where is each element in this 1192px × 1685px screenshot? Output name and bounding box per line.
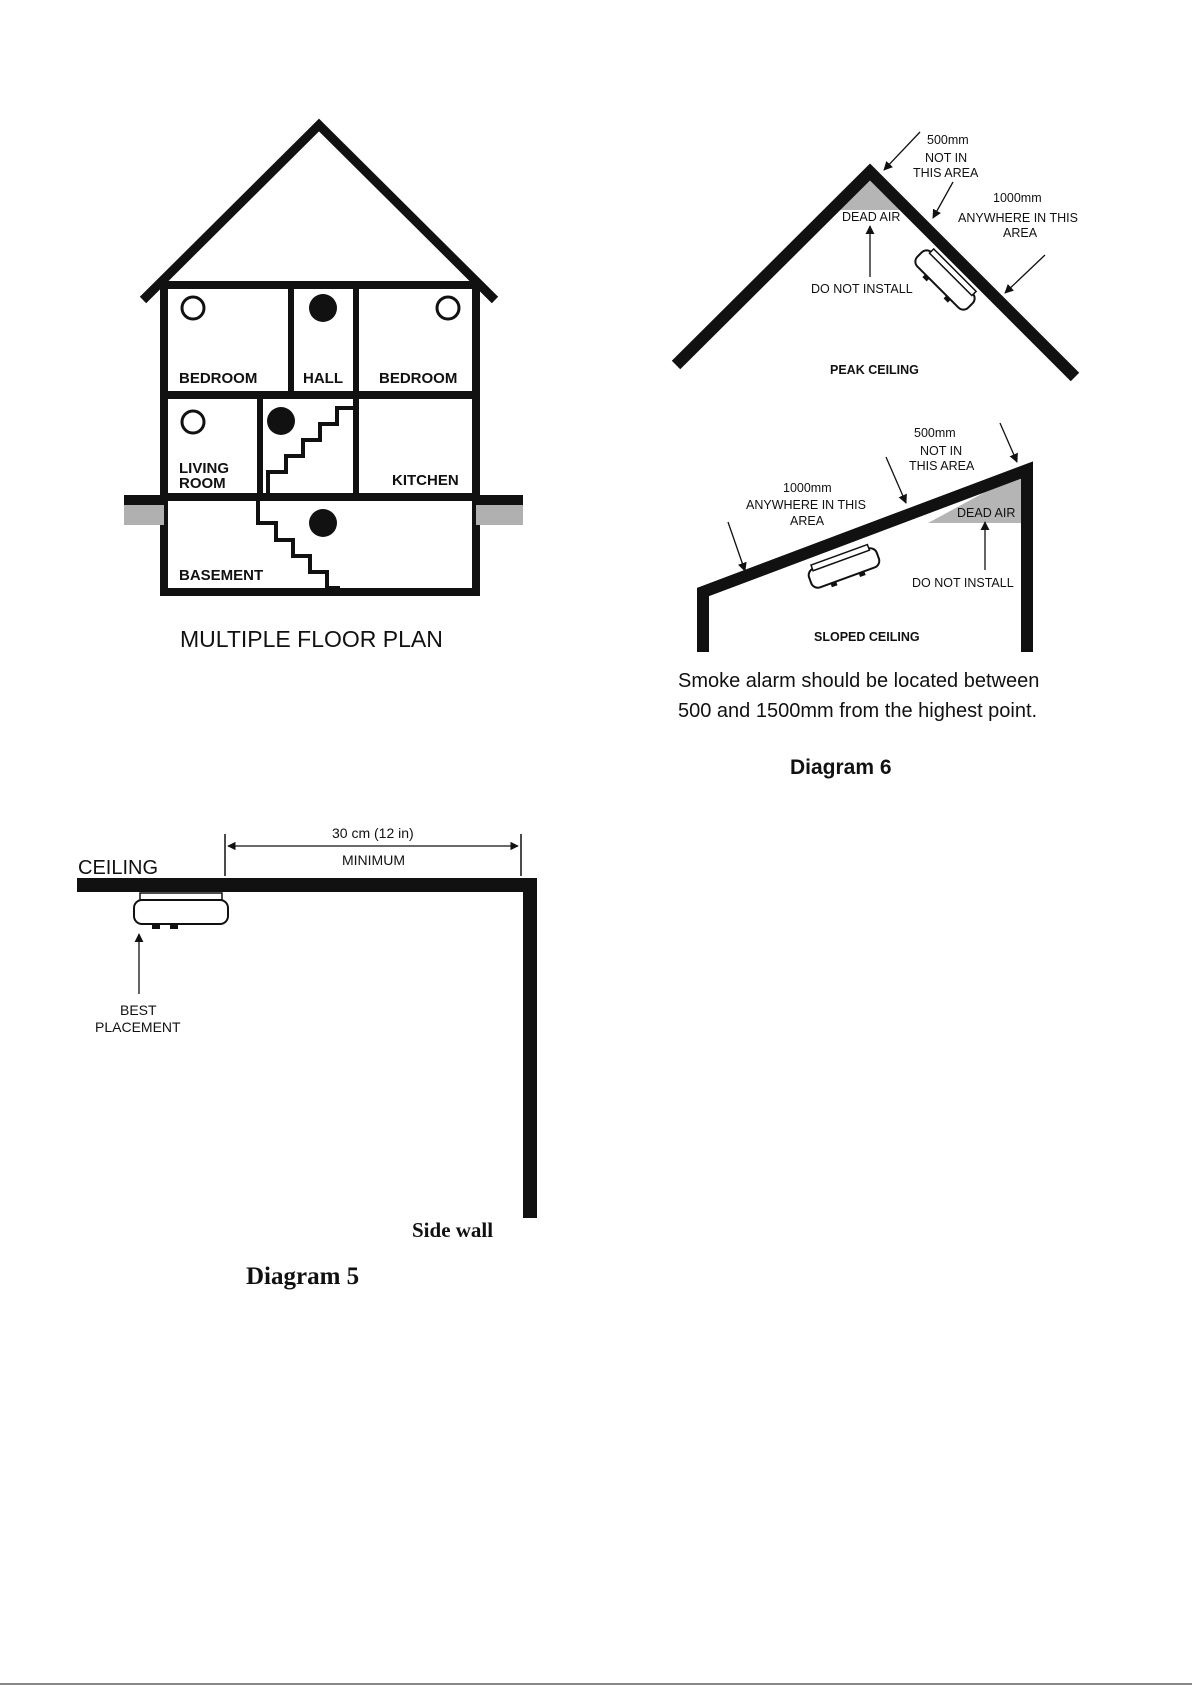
peak-ceiling-diagram: [676, 132, 1078, 377]
peak-do-not-install-label: DO NOT INSTALL: [811, 282, 913, 296]
placement-label: PLACEMENT: [95, 1019, 181, 1035]
ceiling-placement-diagram: [77, 825, 530, 1290]
best-label: BEST: [120, 1002, 157, 1018]
sloped-not-in-2: THIS AREA: [909, 459, 975, 473]
dimension-label: 30 cm (12 in): [332, 825, 414, 841]
house-roof: [143, 125, 495, 300]
sloped-ceiling-title: SLOPED CEILING: [814, 630, 920, 644]
peak-1000-label: 1000mm: [993, 191, 1042, 205]
peak-not-in-2: THIS AREA: [913, 166, 979, 180]
room-label-bedroom-left: BEDROOM: [179, 370, 258, 387]
peak-500-arrow: [884, 132, 920, 170]
sloped-anywhere-2: AREA: [790, 514, 825, 528]
sloped-anywhere-1: ANYWHERE IN THIS: [746, 498, 866, 512]
ceiling-label: CEILING: [78, 857, 159, 879]
room-label-bedroom-right: BEDROOM: [379, 370, 458, 387]
detector-required-icon: [309, 294, 337, 322]
floor-plan-diagram: [124, 125, 523, 652]
room-label-kitchen: KITCHEN: [392, 472, 459, 489]
sloped-dead-air-label: DEAD AIR: [957, 506, 1016, 520]
sloped-500-arrow: [1000, 423, 1017, 462]
peak-not-in-1: NOT IN: [925, 151, 968, 165]
room-label-living-2: ROOM: [179, 475, 226, 492]
ceiling-and-side-wall: [77, 885, 530, 1218]
diagram6-note-line1: Smoke alarm should be located between: [678, 670, 1040, 692]
sloped-do-not-install-label: DO NOT INSTALL: [912, 576, 1014, 590]
smoke-alarm-icon: [134, 893, 228, 929]
peak-anywhere-1: ANYWHERE IN THIS: [958, 211, 1078, 225]
room-label-hall: HALL: [303, 370, 343, 387]
floor-plan-title: MULTIPLE FLOOR PLAN: [180, 626, 443, 652]
peak-anywhere-arrow: [1005, 255, 1045, 293]
sloped-not-in-1: NOT IN: [920, 444, 963, 458]
detector-required-icon: [267, 407, 295, 435]
peak-not-in-arrow: [933, 182, 953, 218]
side-wall-label: Side wall: [412, 1218, 494, 1242]
sloped-not-in-arrow: [886, 457, 906, 503]
peak-ceiling-title: PEAK CEILING: [830, 363, 919, 377]
room-label-basement: BASEMENT: [179, 567, 264, 584]
peak-500-label: 500mm: [927, 133, 969, 147]
sloped-anywhere-arrow: [728, 522, 745, 571]
detector-optional-icon: [182, 411, 204, 433]
sloped-500-label: 500mm: [914, 426, 956, 440]
room-label-living-1: LIVING: [179, 460, 230, 477]
sloped-1000-label: 1000mm: [783, 481, 832, 495]
detector-required-icon: [309, 509, 337, 537]
detector-optional-icon: [437, 297, 459, 319]
peak-anywhere-2: AREA: [1003, 226, 1038, 240]
diagram6-caption: Diagram 6: [790, 756, 892, 779]
diagram6-note-line2: 500 and 1500mm from the highest point.: [678, 700, 1038, 722]
detector-optional-icon: [182, 297, 204, 319]
diagram5-caption: Diagram 5: [246, 1263, 360, 1290]
peak-dead-air-label: DEAD AIR: [842, 210, 901, 224]
minimum-label: MINIMUM: [342, 852, 405, 868]
sloped-ceiling-diagram: [703, 423, 1027, 652]
